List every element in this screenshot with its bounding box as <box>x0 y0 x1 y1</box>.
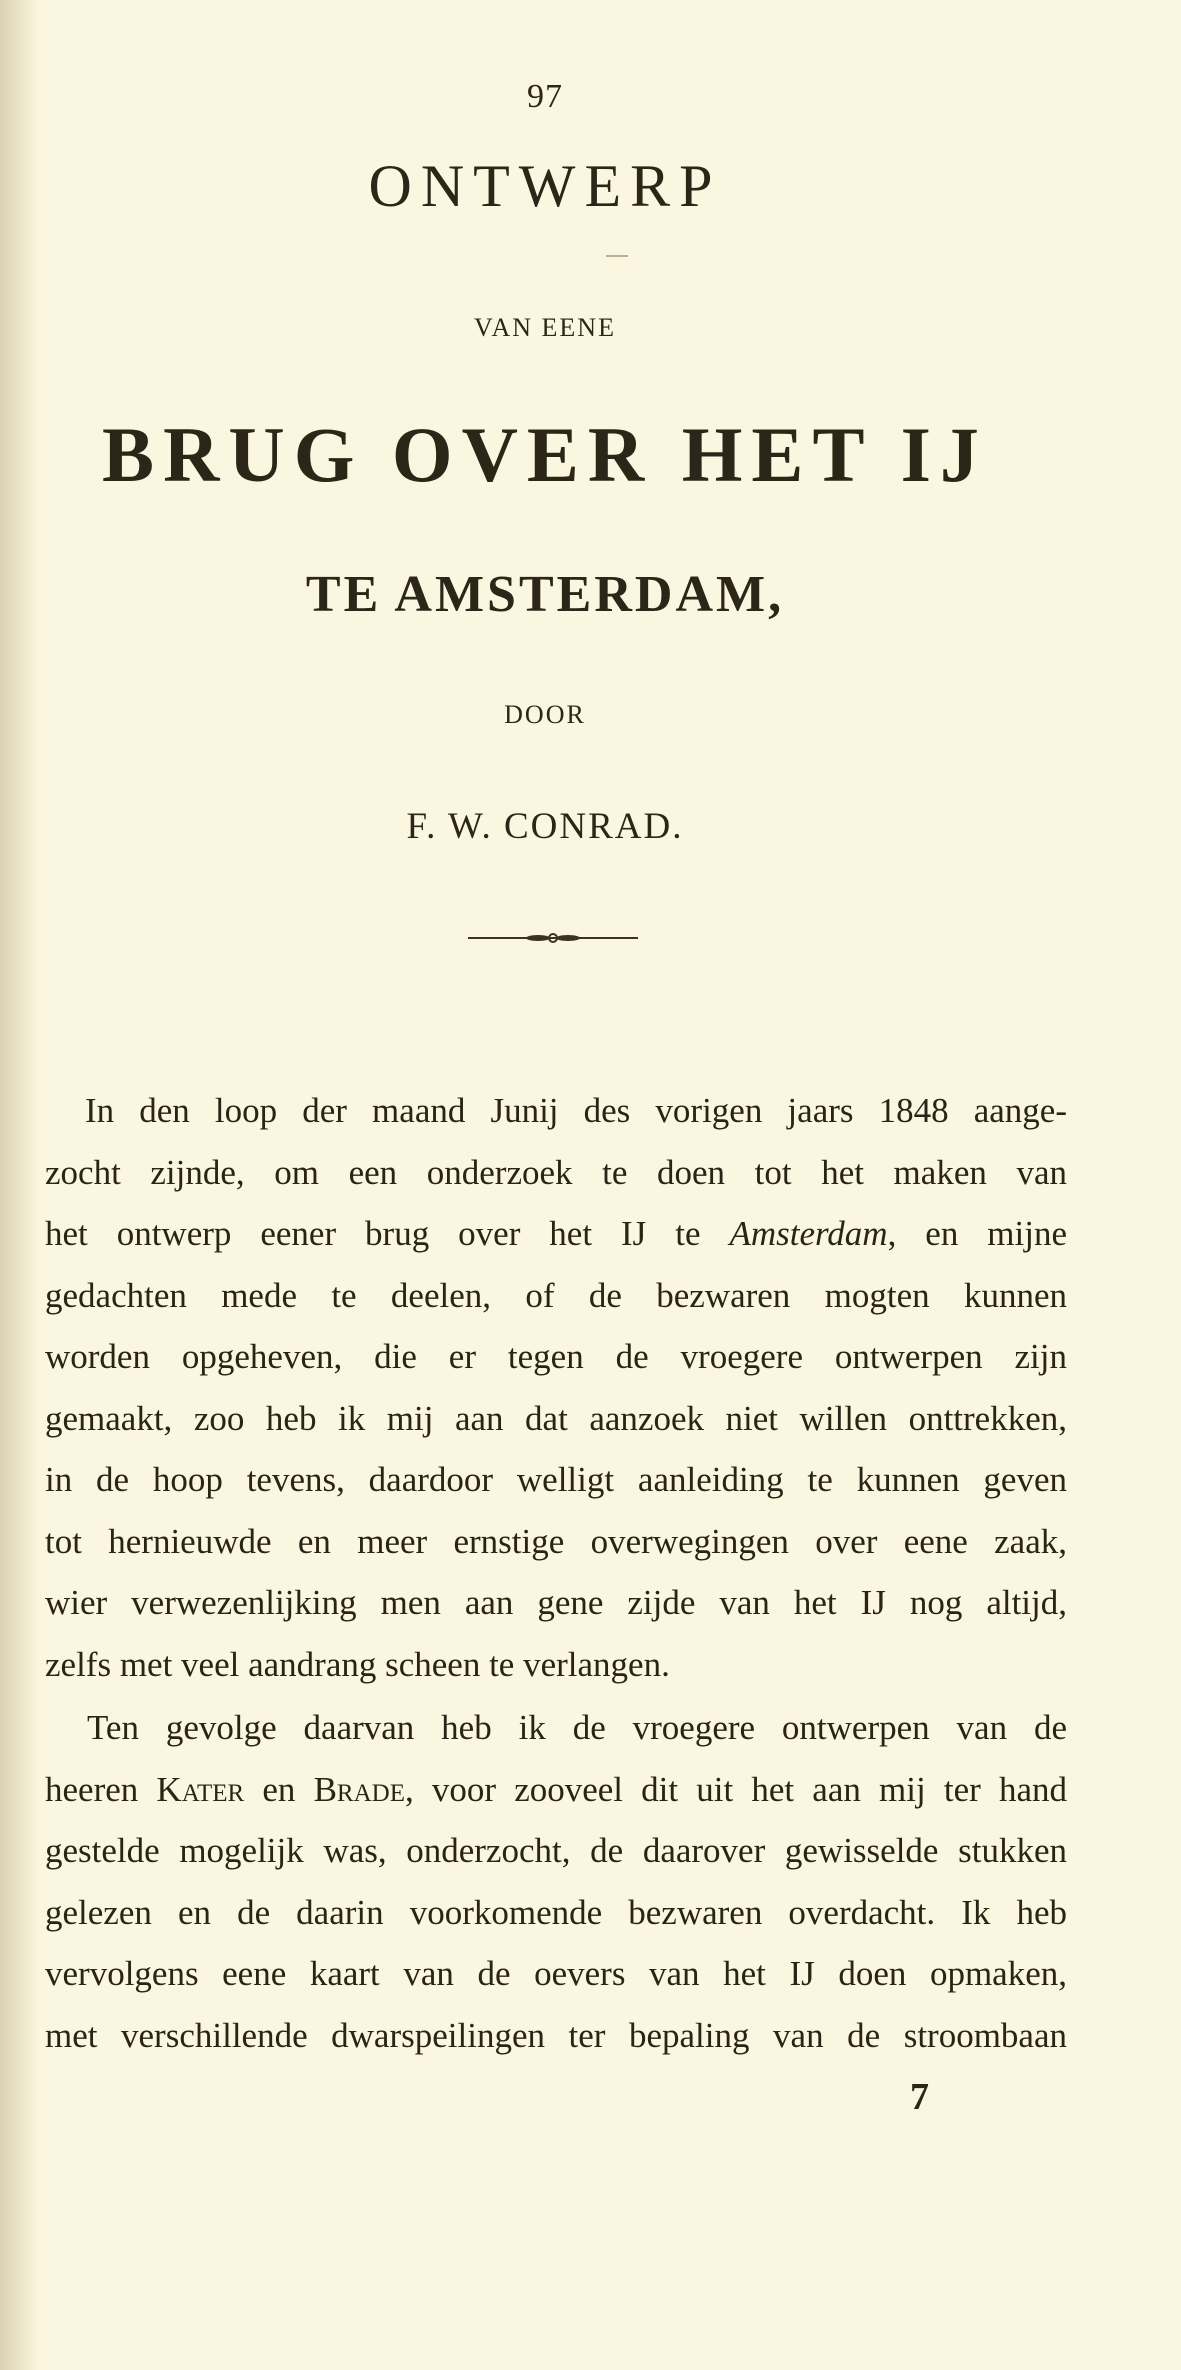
p1-line-4: gedachten mede te deelen, of de bezwaren mogten kunnen <box>45 1275 1067 1315</box>
page-number: 97 <box>527 78 563 115</box>
p1-line-3 <box>45 1203 1067 1265</box>
p2-line-5: vervolgens eene kaart van de oevers van het IJ doen opmaken, <box>45 1954 1067 1993</box>
p2-line-2e: , voor zooveel dit uit het aan mij ter hand <box>404 1769 1067 1809</box>
name-kater: Kater <box>156 1769 245 1809</box>
p2-line-6: met verschillende dwarspeilingen ter bepaling van de stroombaan <box>45 2015 1067 2055</box>
title-ontwerp: ONTWERP <box>368 153 722 219</box>
title-door: DOOR <box>504 700 586 729</box>
p1-line-1: In den loop der maand Junij des vorigen jaars 1848 aange- <box>85 1091 1067 1130</box>
p2-line-2c: en <box>244 1769 314 1809</box>
p2-line-2 <box>45 1759 1067 1821</box>
paragraph-1 <box>45 1080 1067 1695</box>
signature-mark: 7 <box>910 2076 929 2118</box>
author-name: F. W. CONRAD. <box>406 806 684 847</box>
title-place: TE AMSTERDAM, <box>305 566 785 623</box>
place-name-italic: Amsterdam <box>729 1214 888 1253</box>
p1-line-9: wier verwezenlijking men aan gene zijde van het IJ nog altijd, <box>45 1583 1067 1622</box>
title-van-eene: VAN EENE <box>474 313 616 342</box>
page-edge-shadow <box>0 0 40 2370</box>
short-rule <box>606 255 628 257</box>
p2-line-2a: heeren <box>45 1769 157 1809</box>
ornament-divider <box>468 930 638 946</box>
title-main: BRUG OVER HET IJ <box>102 411 988 498</box>
p1-line-3c: , en mijne <box>887 1214 1067 1253</box>
p2-line-4: gelezen en de daarin voorkomende bezwaren overdacht. Ik heb <box>45 1892 1067 1932</box>
p1-line-3a: het ontwerp eener brug over het IJ te <box>45 1214 730 1253</box>
p2-line-3: gestelde mogelijk was, onderzocht, de daarover gewisselde stukken <box>45 1831 1067 1870</box>
p1-line-5: worden opgeheven, die er tegen de vroegere ontwerpen zijn <box>45 1337 1067 1376</box>
paragraph-2 <box>45 1697 1067 2066</box>
name-brade: Brade <box>313 1769 405 1809</box>
p1-line-6: gemaakt, zoo heb ik mij aan dat aanzoek niet willen onttrekken, <box>45 1398 1067 1438</box>
p1-line-7: in de hoop tevens, daardoor welligt aanleiding te kunnen geven <box>45 1460 1067 1499</box>
p1-line-10: zelfs met veel aandrang scheen te verlangen. <box>45 1644 670 1684</box>
p1-line-8: tot hernieuwde en meer ernstige overwegingen over eene zaak, <box>45 1521 1067 1561</box>
p2-line-1: Ten gevolge daarvan heb ik de vroegere ontwerpen van de <box>87 1708 1067 1747</box>
p1-line-2: zocht zijnde, om een onderzoek te doen tot het maken van <box>45 1152 1067 1192</box>
